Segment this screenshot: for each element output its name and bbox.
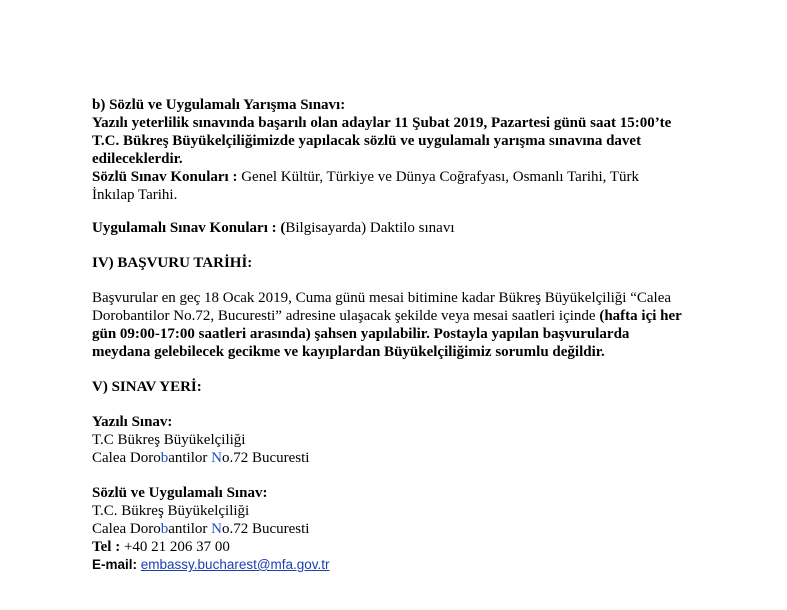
section-v-heading: V) SINAV YERİ: <box>92 379 202 395</box>
section-b-line-2: T.C. Bükreş Büyükelçiliğimizde yapılacak sözlü ve uygulamalı yarışma sınavına davet <box>92 133 642 149</box>
practical-topics-label: Uygulamalı Sınav Konuları : ( <box>92 220 286 236</box>
document-page <box>92 96 732 574</box>
written-exam-venue-name: T.C Bükreş Büyükelçiliği <box>92 432 246 448</box>
oral-exam-venue-name: T.C. Bükreş Büyükelçiliği <box>92 503 250 519</box>
application-line-4: meydana gelebilecek gecikme ve kayıplardan Büyükelçiliğimiz sorumlu değildir. <box>92 344 605 360</box>
email-link[interactable]: embassy.bucharest@mfa.gov.tr <box>140 557 330 572</box>
oral-topics-label: Sözlü Sınav Konuları : <box>92 169 238 185</box>
telephone-label: Tel : <box>92 539 121 555</box>
section-b-heading: b) Sözlü ve Uygulamalı Yarışma Sınavı: <box>92 97 346 113</box>
telephone-value: +40 21 206 37 00 <box>120 539 230 555</box>
application-line-3: gün 09:00-17:00 saatleri arasında) şahsen yapılabilir. Postayla yapılan başvurularda <box>92 326 630 342</box>
practical-topics-text: Bilgisayarda) Daktilo sınavı <box>285 220 455 236</box>
written-exam-address: Calea Dorobantilor No.72 Bucuresti <box>92 450 310 466</box>
email-line <box>92 556 732 574</box>
oral-topics-line <box>92 168 732 186</box>
oral-exam-address: Calea Dorobantilor No.72 Bucuresti <box>92 521 310 537</box>
oral-topics-text: Genel Kültür, Türkiye ve Dünya Coğrafyası, Osmanlı Tarihi, Türk <box>237 169 640 185</box>
oral-topics-line-2: İnkılap Tarihi. <box>92 187 178 203</box>
application-line-2 <box>92 307 732 325</box>
section-b-line-1: Yazılı yeterlilik sınavında başarılı olan adaylar 11 Şubat 2019, Pazartesi günü saat 15:00’te <box>92 115 672 131</box>
application-hours-bold: (hafta içi her <box>599 308 682 324</box>
application-line-2-text: Dorobantilor No.72, Bucuresti” adresine ulaşacak şekilde veya mesai saatleri içinde <box>92 308 600 324</box>
written-exam-label: Yazılı Sınav: <box>92 414 173 430</box>
practical-topics-line <box>92 219 732 237</box>
telephone-line <box>92 538 732 556</box>
section-iv-heading: IV) BAŞVURU TARİHİ: <box>92 255 253 271</box>
email-label: E-mail: <box>92 557 138 572</box>
oral-exam-label: Sözlü ve Uygulamalı Sınav: <box>92 485 268 501</box>
section-b-line-3: edileceklerdir. <box>92 151 183 167</box>
application-line-1: Başvurular en geç 18 Ocak 2019, Cuma günü mesai bitimine kadar Bükreş Büyükelçiliği “Calea <box>92 290 672 306</box>
